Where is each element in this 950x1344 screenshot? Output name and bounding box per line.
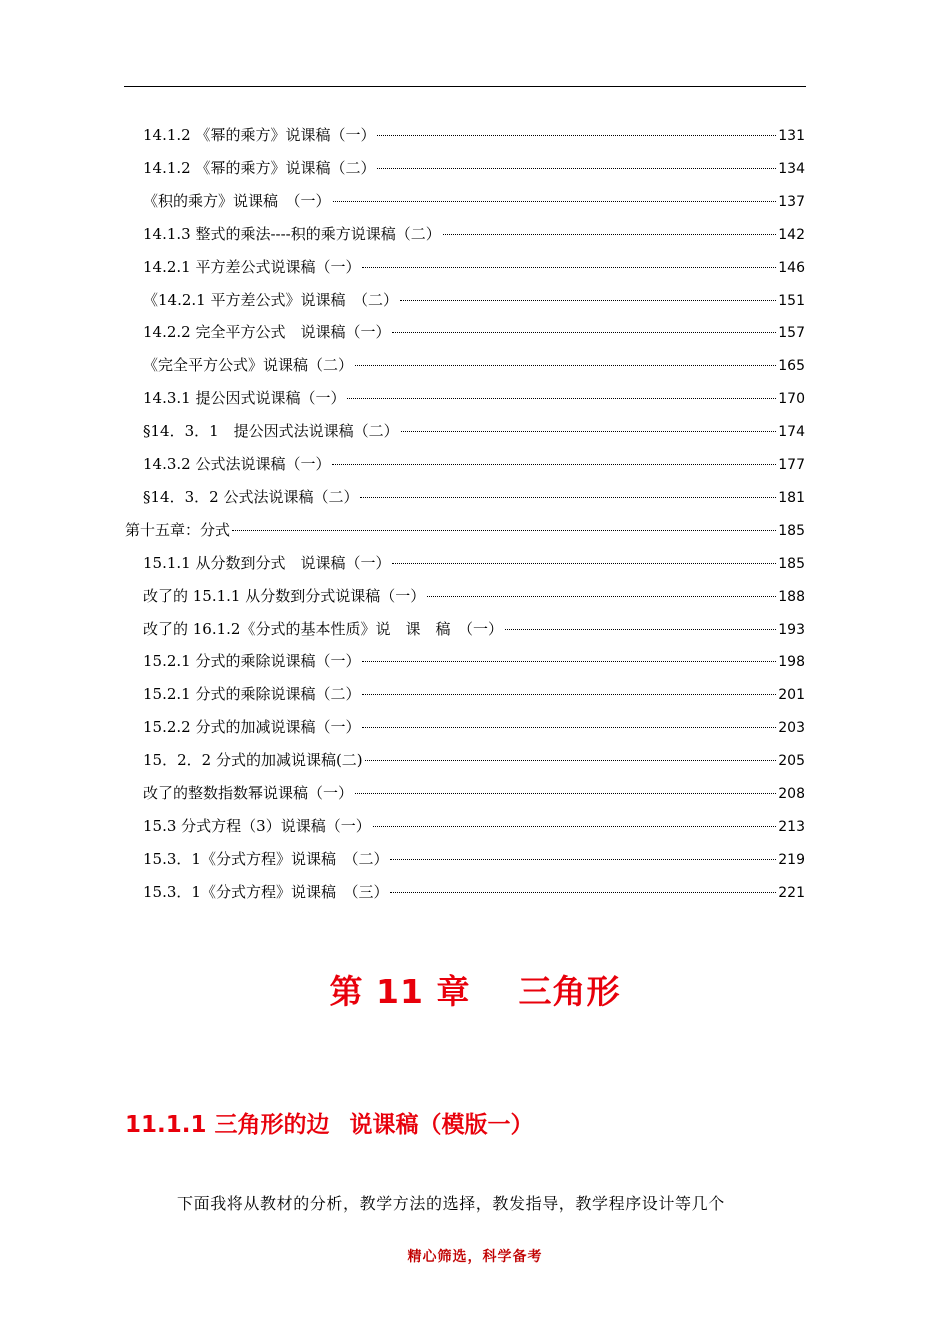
toc-entry[interactable] [143, 648, 805, 674]
toc-leader-dots [505, 629, 776, 630]
footer-slogan: 精心筛选，科学备考 [407, 1249, 543, 1265]
toc-entry-page: 188 [778, 588, 805, 605]
toc-entry[interactable] [143, 616, 805, 642]
toc-entry-title: 14.3.1 提公因式说课稿（一） [143, 389, 346, 408]
toc-leader-dots [390, 859, 776, 860]
toc-entry[interactable] [143, 319, 805, 345]
toc-entry-page: 203 [778, 720, 805, 737]
toc-leader-dots [443, 234, 777, 235]
toc-entry[interactable] [143, 550, 805, 576]
toc-leader-dots [400, 300, 776, 301]
toc-entry-title: 第十五章：分式 [125, 520, 231, 539]
toc-entry-page: 219 [778, 851, 805, 868]
header-rule [124, 86, 806, 87]
toc-entry[interactable] [125, 517, 805, 543]
toc-entry-page: 157 [778, 325, 805, 342]
toc-leader-dots [377, 168, 776, 169]
toc-entry-page: 137 [778, 193, 805, 210]
toc-leader-dots [365, 760, 777, 761]
toc-leader-dots [427, 596, 776, 597]
toc-entry-page: 174 [778, 424, 805, 441]
body-paragraph: 下面我将从教材的分析，教学方法的选择，教发指导，教学程序设计等几个 [177, 1194, 725, 1213]
toc-entry-title: 改了的 15.1.1 从分数到分式说课稿（一） [143, 586, 426, 605]
toc-entry-title: 14.1.2 《幂的乘方》说课稿（二） [143, 158, 376, 177]
toc-entry[interactable] [143, 155, 805, 181]
toc-entry-page: 201 [778, 687, 805, 704]
toc-leader-dots [392, 563, 776, 564]
toc-leader-dots [390, 892, 776, 893]
toc-entry[interactable] [143, 714, 805, 740]
chapter-name: 三角形 [518, 972, 621, 1011]
toc-entry-page: 205 [778, 753, 805, 770]
toc-entry-title: 15.2.2 分式的加减说课稿（一） [143, 718, 361, 737]
toc-entry-page: 185 [778, 522, 805, 539]
toc-leader-dots [355, 365, 776, 366]
toc-entry-title: 《积的乘方》说课稿 （一） [143, 191, 331, 210]
toc-entry-page: 208 [778, 786, 805, 802]
toc-entry[interactable] [143, 352, 805, 378]
toc-leader-dots [401, 431, 777, 432]
toc-entry[interactable] [143, 451, 805, 477]
toc-entry[interactable] [143, 813, 805, 839]
toc-leader-dots [392, 332, 776, 333]
toc-leader-dots [333, 201, 777, 202]
section-number: 11.1.1 三角形的边 [125, 1112, 330, 1138]
toc-leader-dots [360, 497, 776, 498]
toc-entry-page: 193 [778, 621, 805, 638]
toc-entry[interactable] [143, 287, 805, 313]
toc-entry-page: 221 [778, 884, 805, 901]
toc-entry-title: 《14.2.1 平方差公式》说课稿 （二） [143, 290, 398, 309]
toc-entry[interactable] [143, 385, 805, 411]
toc-entry-page: 181 [778, 489, 805, 506]
toc-entry[interactable] [143, 583, 805, 609]
toc-entry-title: 14.1.3 整式的乘法----积的乘方说课稿（二） [143, 224, 441, 243]
toc-entry[interactable] [143, 747, 805, 773]
toc-entry[interactable] [143, 879, 805, 905]
toc-entry-title: 14.2.2 完全平方公式 说课稿（一） [143, 323, 391, 342]
toc-entry[interactable] [143, 846, 805, 872]
toc-entry-page: 165 [778, 358, 805, 375]
toc-entry[interactable] [143, 122, 805, 148]
toc-entry[interactable] [143, 188, 805, 214]
toc-leader-dots [332, 464, 776, 465]
toc-entry[interactable] [143, 780, 805, 806]
toc-leader-dots [373, 826, 777, 827]
toc-entry-page: 198 [778, 654, 805, 671]
toc-entry-title: 15.3 分式方程（3）说课稿（一） [143, 816, 371, 835]
toc-entry-title: §14．3．2 公式法说课稿（二） [143, 487, 359, 506]
toc-leader-dots [362, 661, 776, 662]
toc-entry[interactable] [143, 681, 805, 707]
toc-entry[interactable] [143, 418, 805, 444]
toc-entry-title: 改了的整数指数幂说课稿（一） [143, 784, 354, 802]
section-name: 说课稿（模版一） [349, 1112, 534, 1138]
toc-entry-title: 15.2.1 分式的乘除说课稿（二） [143, 685, 361, 704]
toc-leader-dots [362, 694, 776, 695]
toc-entry-title: 《完全平方公式》说课稿（二） [143, 356, 354, 375]
toc-entry-page: 142 [778, 226, 805, 243]
toc-entry-title: 14.3.2 公式法说课稿（一） [143, 455, 331, 473]
toc-leader-dots [355, 793, 776, 794]
toc-entry-page: 185 [778, 555, 805, 572]
toc-entry-title: 15.1.1 从分数到分式 说课稿（一） [143, 553, 391, 572]
toc-entry[interactable] [143, 254, 805, 280]
toc-entry-title: §14．3．1 提公因式法说课稿（二） [143, 422, 399, 441]
chapter-title [0, 966, 950, 1013]
toc-entry-page: 131 [778, 128, 805, 144]
toc-leader-dots [347, 398, 776, 399]
toc-entry-title: 15．2．2 分式的加减说课稿(二) [143, 751, 363, 770]
toc-leader-dots [362, 267, 776, 268]
section-title [125, 1106, 534, 1139]
toc-entry-page: 170 [778, 391, 805, 408]
toc-entry-page: 177 [778, 457, 805, 473]
toc-entry-title: 改了的 16.1.2《分式的基本性质》说 课 稿 （一） [143, 619, 503, 638]
toc-entry-page: 213 [778, 818, 805, 835]
toc-entry-title: 15.3．1《分式方程》说课稿 （三） [143, 882, 389, 901]
toc-entry-page: 146 [778, 259, 805, 276]
toc-entry-title: 14.2.1 平方差公式说课稿（一） [143, 257, 361, 276]
toc-leader-dots [377, 135, 776, 136]
toc-entry-page: 151 [778, 292, 805, 309]
toc-leader-dots [232, 530, 776, 531]
toc-entry-title: 15.3．1《分式方程》说课稿 （二） [143, 849, 389, 868]
chapter-number: 第 11 章 [329, 972, 471, 1011]
toc-entry[interactable] [143, 484, 805, 510]
toc-leader-dots [362, 727, 776, 728]
toc-entry-title: 15.2.1 分式的乘除说课稿（一） [143, 652, 361, 671]
toc-entry[interactable] [143, 221, 805, 247]
toc-entry-page: 134 [778, 160, 805, 177]
toc-entry-title: 14.1.2 《幂的乘方》说课稿（一） [143, 126, 376, 144]
